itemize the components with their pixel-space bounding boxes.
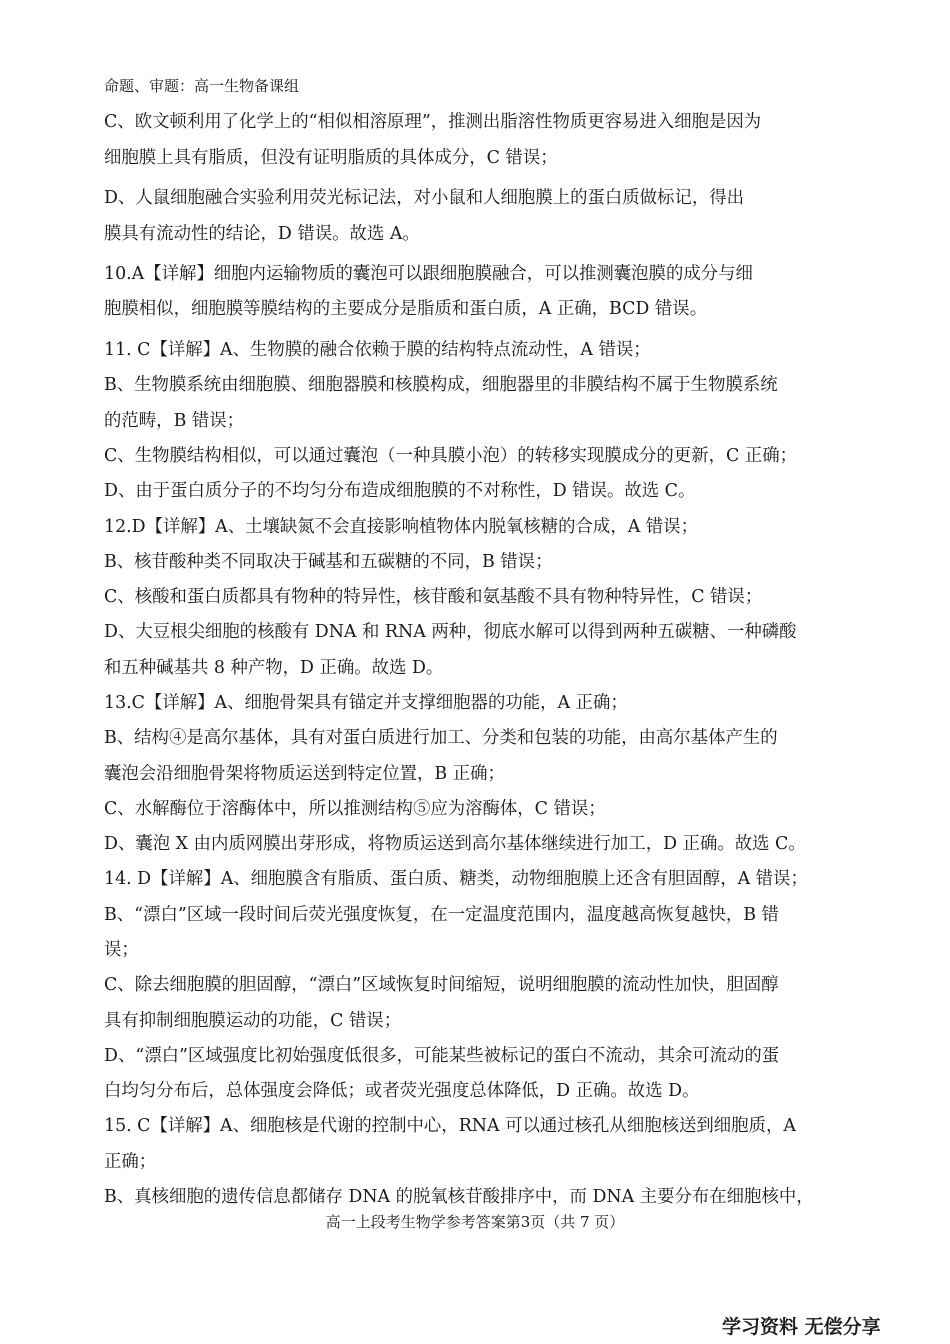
text-line: 正确； [104, 1152, 157, 1172]
text-line: C、除去细胞膜的胆固醇，“漂白”区域恢复时间缩短，说明细胞膜的流动性加快，胆固醇 [104, 975, 779, 995]
page-footer: 高一上段考生物学参考答案第3页（共 7 页） [325, 1213, 625, 1231]
text-line: 细胞膜上具有脂质，但没有证明脂质的具体成分，C 错误； [104, 148, 558, 168]
text-line: C、水解酶位于溶酶体中，所以推测结构⑤应为溶酶体，C 错误； [104, 799, 606, 819]
text-line: C、欧文顿利用了化学上的“相似相溶原理”，推测出脂溶性物质更容易进入细胞是因为 [104, 112, 762, 132]
text-line: B、核苷酸种类不同取决于碱基和五碳糖的不同，B 错误； [104, 552, 553, 572]
text-line: 10.A【详解】细胞内运输物质的囊泡可以跟细胞膜融合，可以推测囊泡膜的成分与细 [104, 264, 753, 284]
text-line: 的范畴，B 错误； [104, 411, 245, 431]
watermark [722, 1305, 902, 1344]
text-line: 11. C【详解】A、生物膜的融合依赖于膜的结构特点流动性，A 错误； [104, 340, 651, 360]
text-line: 白均匀分布后，总体强度会降低；或者荧光强度总体降低，D 正确。故选 D。 [104, 1081, 700, 1101]
text-line: D、“漂白”区域强度比初始强度低很多，可能某些被标记的蛋白不流动，其余可流动的蛋 [104, 1046, 780, 1066]
text-line: 和五种碱基共 8 种产物，D 正确。故选 D。 [104, 658, 444, 678]
text-line: B、真核细胞的遗传信息都储存 DNA 的脱氧核苷酸排序中，而 DNA 主要分布在细胞核中， [104, 1187, 814, 1207]
text-line: 胞膜相似，细胞膜等膜结构的主要成分是脂质和蛋白质，A 正确，BCD 错误。 [104, 299, 708, 319]
text-line: D、囊泡 X 由内质网膜出芽形成，将物质运送到高尔基体继续进行加工，D 正确。故选 C。 [104, 834, 806, 854]
header-note: 命题、审题：高一生物备课组 [104, 77, 300, 95]
text-line: C、生物膜结构相似，可以通过囊泡（一种具膜小泡）的转移实现膜成分的更新，C 正确； [104, 446, 797, 466]
text-line: 膜具有流动性的结论，D 错误。故选 A。 [104, 224, 420, 244]
text-line: 13.C【详解】A、细胞骨架具有锚定并支撑细胞器的功能，A 正确； [104, 693, 628, 713]
text-line: 15. C【详解】A、细胞核是代谢的控制中心，RNA 可以通过核孔从细胞核送到细胞质，A [104, 1116, 796, 1136]
text-line: B、结构④是高尔基体，具有对蛋白质进行加工、分类和包装的功能，由高尔基体产生的 [104, 728, 778, 748]
text-line: 囊泡会沿细胞骨架将物质运送到特定位置，B 正确； [104, 764, 505, 784]
text-line: 14. D【详解】A、细胞膜含有脂质、蛋白质、糖类，动物细胞膜上还含有胆固醇，A 错误； [104, 869, 808, 889]
text-line: 12.D【详解】A、土壤缺氮不会直接影响植物体内脱氧核糖的合成，A 错误； [104, 517, 698, 537]
text-line: D、人鼠细胞融合实验利用荧光标记法，对小鼠和人细胞膜上的蛋白质做标记，得出 [104, 188, 745, 208]
text-line: C、核酸和蛋白质都具有物种的特异性，核苷酸和氨基酸不具有物种特异性，C 错误； [104, 587, 763, 607]
text-line: D、大豆根尖细胞的核酸有 DNA 和 RNA 两种，彻底水解可以得到两种五碳糖、一种磷酸 [104, 622, 797, 642]
text-line: 误； [104, 940, 139, 960]
text-line: 具有抑制细胞膜运动的功能，C 错误； [104, 1011, 402, 1031]
text-line: D、由于蛋白质分子的不均匀分布造成细胞膜的不对称性，D 错误。故选 C。 [104, 481, 696, 501]
text-line: B、生物膜系统由细胞膜、细胞器膜和核膜构成，细胞器里的非膜结构不属于生物膜系统 [104, 375, 778, 395]
text-line: B、“漂白”区域一段时间后荧光强度恢复，在一定温度范围内，温度越高恢复越快，B 错 [104, 905, 779, 925]
watermark-text: 学习资料 无偿分享 [722, 1316, 881, 1338]
